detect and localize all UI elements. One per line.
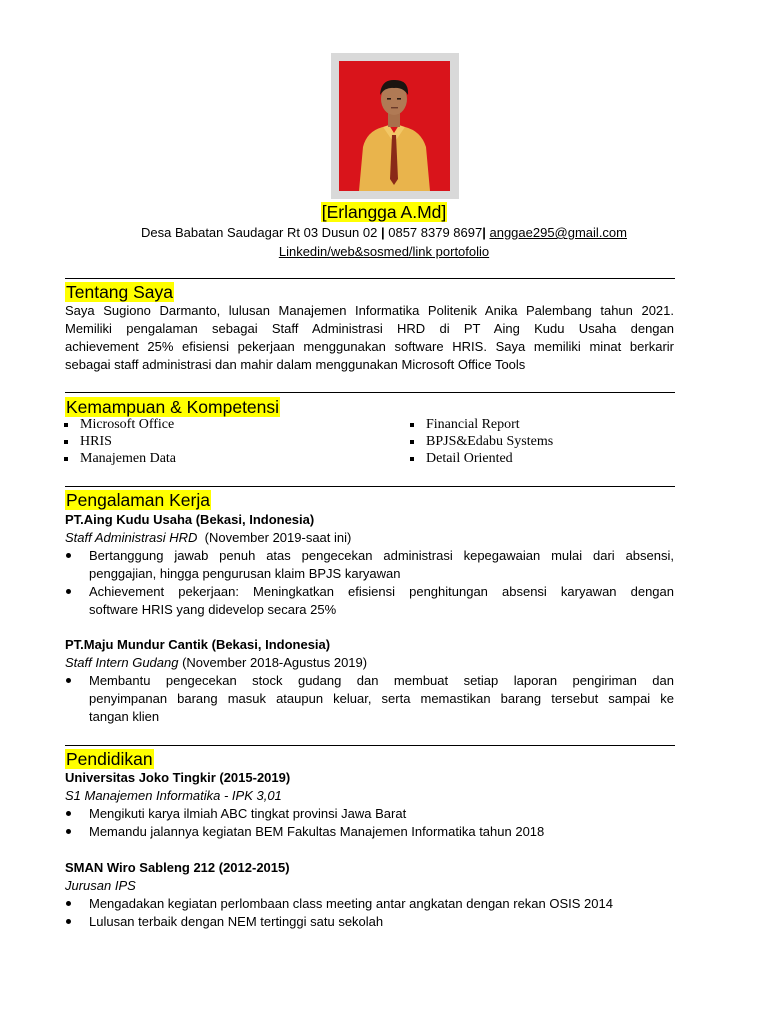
section-title-about: Tentang Saya (66, 282, 174, 302)
candidate-name: [Erlangga A.Md] (321, 202, 447, 222)
job-company: PT.Aing Kudu Usaha (Bekasi, Indonesia) (65, 512, 315, 527)
list-item: Manajemen Data (62, 450, 176, 467)
list-item: Bertanggung jawab penuh atas pengecekan administrasi kepegawaian mulai dari absensi, penggajian, hingga pengurusan klaim BPJS karyawan (65, 547, 674, 583)
contact-line (0, 224, 768, 241)
section-divider (65, 392, 675, 393)
job-bullets (65, 672, 674, 726)
separator: | (482, 225, 486, 240)
person-illustration (339, 61, 450, 191)
email-link[interactable]: anggae295@gmail.com (489, 225, 627, 240)
profile-photo (339, 61, 450, 191)
job-role: Staff Intern Gudang (November 2018-Agustus 2019) (65, 655, 368, 670)
skills-right-list (408, 416, 553, 467)
list-item: Achievement pekerjaan: Meningkatkan efisiensi penghitungan absensi karyawan dengan software HRIS yang didevelop secara 25% (65, 583, 674, 619)
photo-frame (331, 53, 459, 199)
section-title-experience: Pengalaman Kerja (66, 490, 210, 510)
list-item: BPJS&Edabu Systems (408, 433, 553, 450)
school-bullets (65, 895, 674, 931)
portfolio-links[interactable]: Linkedin/web&sosmed/link portofolio (278, 244, 490, 259)
list-item: Lulusan terbaik dengan NEM tertinggi satu sekolah (65, 913, 674, 931)
section-divider (65, 278, 675, 279)
list-item: Mengadakan kegiatan perlombaan class meeting antar angkatan dengan rekan OSIS 2014 (65, 895, 674, 913)
list-item: Microsoft Office (62, 416, 176, 433)
list-item: Memandu jalannya kegiatan BEM Fakultas Manajemen Informatika tahun 2018 (65, 823, 674, 841)
school-bullets (65, 805, 674, 841)
list-item: Financial Report (408, 416, 553, 433)
job-bullets (65, 547, 674, 619)
list-item: Detail Oriented (408, 450, 553, 467)
list-item: Membantu pengecekan stock gudang dan membuat setiap laporan pengiriman dan penyimpanan barang masuk ataupun keluar, serta memastikan barang tersebut sampai ke tangan klien (65, 672, 674, 726)
section-title-skills: Kemampuan & Kompetensi (66, 397, 280, 417)
school-major: S1 Manajemen Informatika - IPK 3,01 (65, 788, 282, 803)
job-company: PT.Maju Mundur Cantik (Bekasi, Indonesia) (65, 637, 331, 652)
skills-left-list (62, 416, 176, 467)
section-title-education: Pendidikan (66, 749, 153, 769)
about-text: Saya Sugiono Darmanto, lulusan Manajemen Informatika Politenik Anika Palembang tahun 2021. Memiliki pengalaman sebagai Staff Administrasi HRD di PT Aing Kudu Usaha dengan achievement 25% efisiensi pekerjaan menggunakan software HRIS. Saya memiliki minat berkarir sebagai staff administrasi dan mahir dalam menggunakan Microsoft Office Tools (65, 303, 674, 372)
list-item: HRIS (62, 433, 176, 450)
school-major: Jurusan IPS (65, 878, 136, 893)
section-divider (65, 486, 675, 487)
separator: | (380, 225, 385, 240)
job-role: Staff Administrasi HRD (November 2019-saat ini) (65, 530, 352, 545)
list-item: Mengikuti karya ilmiah ABC tingkat provinsi Jawa Barat (65, 805, 674, 823)
phone: 0857 8379 8697 (388, 225, 483, 240)
section-divider (65, 745, 675, 746)
school-name: SMAN Wiro Sableng 212 (2012-2015) (65, 860, 290, 875)
address: Desa Babatan Saudagar Rt 03 Dusun 02 (141, 225, 378, 240)
school-name: Universitas Joko Tingkir (2015-2019) (65, 770, 291, 785)
